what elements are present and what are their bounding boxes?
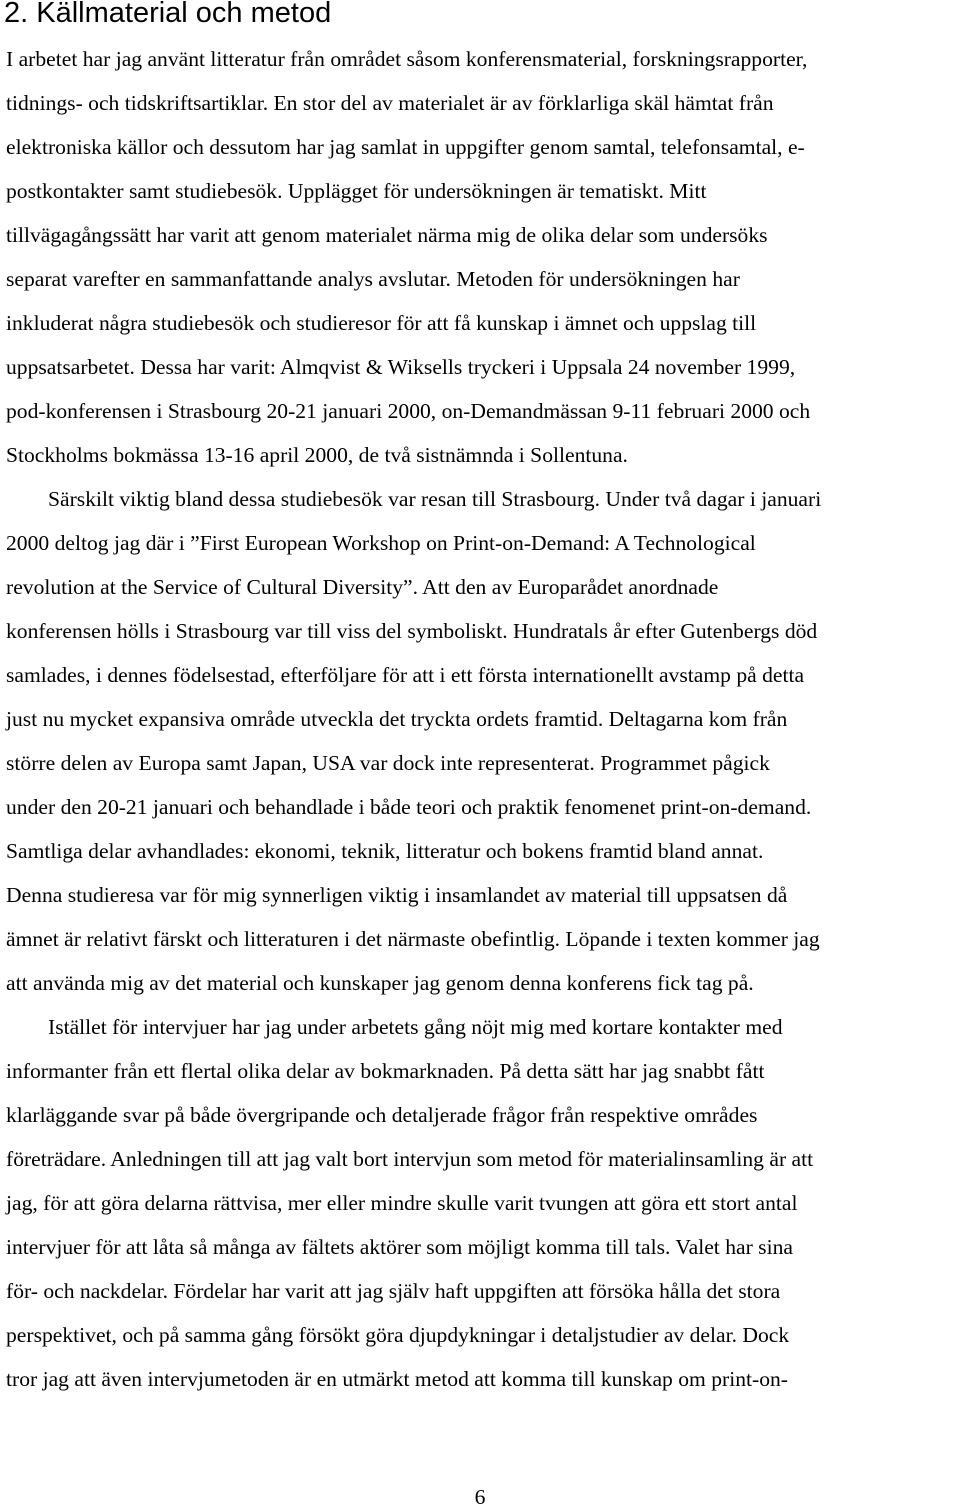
body-line: inkluderat några studiebesök och studieresor för att få kunskap i ämnet och uppslag till <box>6 311 757 335</box>
body-line: jag, för att göra delarna rättvisa, mer eller mindre skulle varit tvungen att göra ett stort antal <box>6 1191 798 1215</box>
body-line: informanter från ett flertal olika delar av bokmarknaden. På detta sätt har jag snabbt fått <box>6 1059 765 1083</box>
body-line: I arbetet har jag använt litteratur från området såsom konferensmaterial, forskningsrapporter, <box>6 47 808 71</box>
body-line: ämnet är relativt färskt och litteraturen i det närmaste obefintlig. Löpande i texten kommer jag <box>6 927 820 951</box>
body-line: just nu mycket expansiva område utveckla det tryckta ordets framtid. Deltagarna kom från <box>6 707 788 731</box>
body-line: Särskilt viktig bland dessa studiebesök var resan till Strasbourg. Under två dagar i januari <box>48 487 822 511</box>
body-line: Denna studieresa var för mig synnerligen viktig i insamlandet av material till uppsatsen då <box>6 883 788 907</box>
body-line: 2000 deltog jag där i ”First European Workshop on Print-on-Demand: A Technological <box>6 531 756 555</box>
body-line: samlades, i dennes födelsestad, efterföljare för att i ett första internationellt avstamp på detta <box>6 663 805 687</box>
body-line: pod-konferensen i Strasbourg 20-21 januari 2000, on-Demandmässan 9-11 februari 2000 och <box>6 399 811 423</box>
body-line: uppsatsarbetet. Dessa har varit: Almqvist & Wiksells tryckeri i Uppsala 24 november 1999, <box>6 355 796 379</box>
body-line: tidnings- och tidskriftsartiklar. En stor del av materialet är av förklarliga skäl hämtat från <box>6 91 774 115</box>
body-line: för- och nackdelar. Fördelar har varit att jag själv haft uppgiften att försöka hålla det stora <box>6 1279 781 1303</box>
body-line: konferensen hölls i Strasbourg var till viss del symboliskt. Hundratals år efter Gutenbergs död <box>6 619 818 643</box>
body-line: att använda mig av det material och kunskaper jag genom denna konferens fick tag på. <box>6 971 754 995</box>
body-line: företrädare. Anledningen till att jag valt bort intervjun som metod för materialinsamling är att <box>6 1147 814 1171</box>
body-line: revolution at the Service of Cultural Diversity”. Att den av Europarådet anordnade <box>6 575 719 599</box>
body-line: Stockholms bokmässa 13-16 april 2000, de två sistnämnda i Sollentuna. <box>6 443 628 467</box>
body-line: klarläggande svar på både övergripande och detaljerade frågor från respektive områdes <box>6 1103 758 1127</box>
body-line: intervjuer för att låta så många av fältets aktörer som möjligt komma till tals. Valet har sina <box>6 1235 793 1259</box>
page-number: 6 <box>474 1485 486 1509</box>
body-line: tror jag att även intervjumetoden är en utmärkt metod att komma till kunskap om print-on- <box>6 1367 788 1391</box>
body-line: under den 20-21 januari och behandlade i både teori och praktik fenomenet print-on-demand. <box>6 795 812 819</box>
body-line: separat varefter en sammanfattande analys avslutar. Metoden för undersökningen har <box>6 267 740 291</box>
body-line: postkontakter samt studiebesök. Upplägget för undersökningen är tematiskt. Mitt <box>6 179 707 203</box>
body-line: elektroniska källor och dessutom har jag samlat in uppgifter genom samtal, telefonsamtal, e- <box>6 135 805 159</box>
body-line: större delen av Europa samt Japan, USA var dock inte representerat. Programmet pågick <box>6 751 770 775</box>
body-line: Istället för intervjuer har jag under arbetets gång nöjt mig med kortare kontakter med <box>48 1015 783 1039</box>
body-line: perspektivet, och på samma gång försökt göra djupdykningar i detaljstudier av delar. Dock <box>6 1323 790 1347</box>
body-line: tillvägagångssätt har varit att genom materialet närma mig de olika delar som undersöks <box>6 223 768 247</box>
body-line: Samtliga delar avhandlades: ekonomi, teknik, litteratur och bokens framtid bland annat. <box>6 839 764 863</box>
section-heading: 2. Källmaterial och metod <box>4 0 332 29</box>
